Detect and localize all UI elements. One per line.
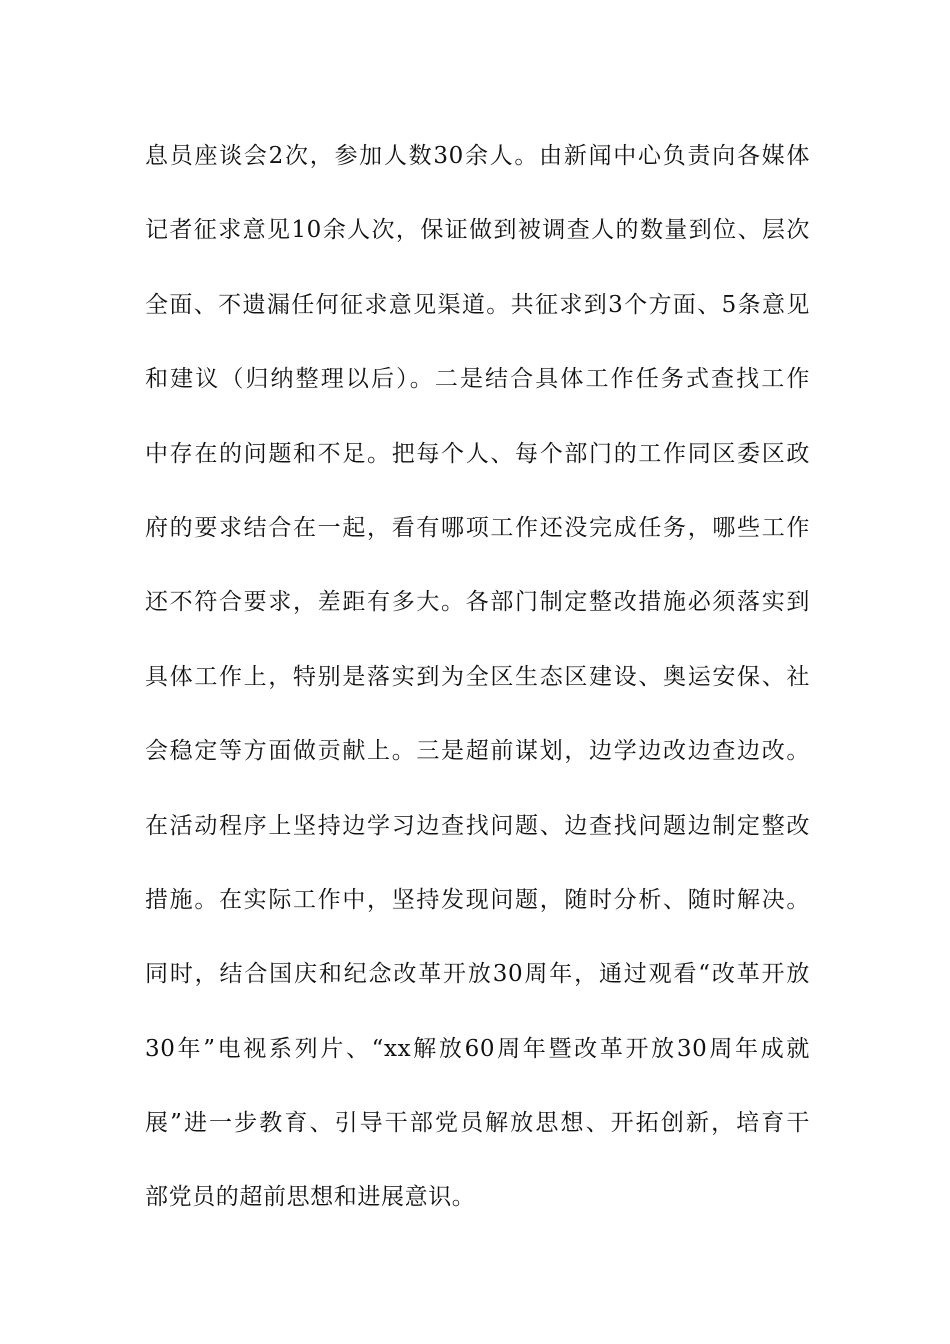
text-line: 在活动程序上坚持边学习边查找问题、边查找问题边制定整改 [145, 812, 810, 839]
text-line: 措施。在实际工作中，坚持发现问题，随时分析、随时解决。 [145, 886, 810, 913]
text-line: 息员座谈会2次，参加人数30余人。由新闻中心负责向各媒体 [145, 143, 810, 169]
text-line: 展”进一步教育、引导干部党员解放思想、开拓创新，培育干 [145, 1110, 810, 1137]
text-line: 还不符合要求，差距有多大。各部门制定整改措施必须落实到 [145, 589, 810, 616]
text-line: 记者征求意见10余人次，保证做到被调查人的数量到位、层次 [145, 217, 810, 244]
body-text [145, 134, 810, 1250]
text-line: 和建议（归纳整理以后）。二是结合具体工作任务式查找工作 [145, 366, 810, 393]
text-line: 具体工作上，特别是落实到为全区生态区建设、奥运安保、社 [145, 663, 810, 690]
text-line: 中存在的问题和不足。把每个人、每个部门的工作同区委区政 [145, 440, 810, 467]
text-line: 会稳定等方面做贡献上。三是超前谋划，边学边改边查边改。 [145, 738, 810, 765]
text-line: 同时，结合国庆和纪念改革开放30周年，通过观看“改革开放 [145, 961, 810, 988]
text-line-last: 部党员的超前思想和进展意识。 [145, 1184, 476, 1211]
text-line: 府的要求结合在一起，看有哪项工作还没完成任务，哪些工作 [145, 514, 810, 541]
text-line: 全面、不遗漏任何征求意见渠道。共征求到3个方面、5条意见 [145, 291, 810, 318]
text-line: 30年”电视系列片、“xx解放60周年暨改革开放30周年成就 [145, 1035, 810, 1062]
